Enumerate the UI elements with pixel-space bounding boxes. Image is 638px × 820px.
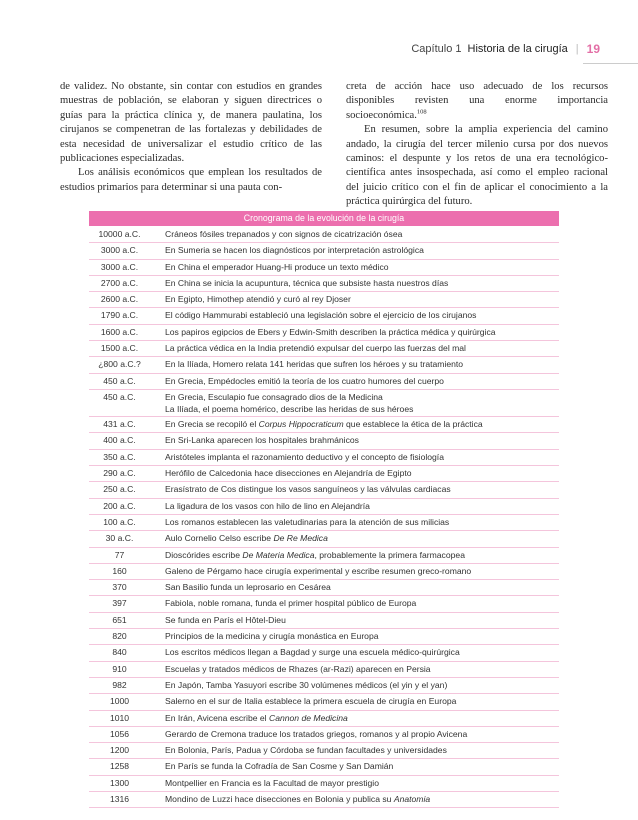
year-cell: 1316	[109, 793, 130, 804]
body-text	[60, 80, 608, 210]
event-text: Escuelas y tratados médicos de Rhazes (ar-Razi) aparecen en Persia	[165, 663, 431, 674]
timeline-table	[89, 211, 559, 808]
table-row	[89, 243, 559, 259]
year-cell: 1200	[109, 745, 130, 756]
year-cell: 10000 a.C.	[98, 229, 141, 239]
table-row	[89, 417, 559, 433]
left-column	[60, 80, 322, 210]
event-cell	[150, 433, 559, 448]
year-cell: 1010	[109, 712, 130, 723]
event-text: Gerardo de Cremona traduce los tratados griegos, romanos y al propio Avicena	[165, 728, 468, 739]
event-cell	[150, 243, 559, 258]
event-cell	[150, 390, 559, 416]
table-row	[89, 694, 559, 710]
year-cell: 450 a.C.	[103, 375, 136, 386]
event-cell	[150, 645, 559, 660]
event-text: Fabiola, noble romana, funda el primer hospital público de Europa	[165, 598, 417, 609]
event-cell	[150, 694, 559, 709]
year-cell: 30 a.C.	[105, 533, 134, 544]
event-text: Dioscórides escribe	[165, 549, 243, 560]
event-cell	[150, 260, 559, 275]
table-row	[89, 613, 559, 629]
event-text: Los romanos establecen las valetudinarias para la atención de sus milicias	[165, 516, 450, 527]
running-header	[411, 42, 600, 56]
event-cell	[150, 613, 559, 628]
event-cell	[150, 629, 559, 644]
event-text: En la Ilíada, Homero relata 141 heridas que sufren los héroes y su tratamiento	[165, 359, 464, 370]
event-text-continued: que establece la ética de la práctica	[343, 419, 483, 430]
table-row	[89, 743, 559, 759]
paragraph-text: creta de acción hace uso adecuado de los recursos disponibles revisten una enorme importancia socioeconómica.	[346, 81, 608, 121]
event-cell	[150, 482, 559, 497]
event-text: San Basilio funda un leprosario en Cesárea	[165, 582, 331, 593]
event-text: Montpellier en Francia es la Facultad de mayor prestigio	[165, 777, 379, 788]
table-row	[89, 433, 559, 449]
event-cell	[150, 759, 559, 774]
event-cell	[150, 776, 559, 791]
event-cell	[150, 499, 559, 514]
event-work-title: Corpus Hippocraticum	[258, 419, 344, 430]
event-text: La ligadura de los vasos con hilo de lino en Alejandría	[165, 500, 370, 511]
paragraph: de validez. No obstante, sin contar con estudios en grandes muestras de población, se elaboran y siguen directrices o guías para la práctica clínica y, de manera paulatina, los cirujanos se compenetran de las fortalezas y debilidades de esta necesidad de universalizar el estudio crítico de las publicaciones especializadas.	[60, 81, 322, 165]
year-cell: 3000 a.C.	[100, 261, 139, 272]
event-text-continued: , probablemente la primera farmacopea	[314, 549, 465, 560]
event-text: Erasístrato de Cos distingue los vasos sanguíneos y las válvulas cardiacas	[165, 484, 451, 495]
event-cell	[150, 417, 559, 432]
event-cell	[150, 450, 559, 465]
table-row	[89, 374, 559, 390]
event-text: Herófilo de Calcedonia hace disecciones en Alejandría de Egipto	[165, 468, 412, 479]
event-work-title: Cannon de Medicina	[268, 712, 348, 723]
reference-number: 108	[416, 108, 427, 116]
event-text: En Irán, Avicena escribe el	[165, 712, 269, 723]
header-rule	[583, 63, 638, 64]
event-text: Los papiros egipcios de Ebers y Edwin-Smith describen la práctica médica y quirúrgica	[165, 326, 496, 337]
event-work-title: De Materia Medica	[242, 549, 315, 560]
table-row	[89, 759, 559, 775]
year-cell: 1790 a.C.	[100, 310, 139, 321]
year-cell: 910	[112, 663, 127, 674]
table-row	[89, 499, 559, 515]
event-work-title: De Re Medica	[273, 533, 328, 544]
year-cell: 431 a.C.	[103, 419, 136, 430]
right-column	[346, 80, 608, 210]
event-cell	[150, 711, 559, 726]
table-row	[89, 596, 559, 612]
year-cell: 982	[112, 679, 127, 690]
event-text: En China el emperador Huang-Hi produce un texto médico	[165, 261, 389, 272]
event-cell	[150, 727, 559, 742]
year-cell: 100 a.C.	[103, 516, 136, 527]
year-cell: ¿800 a.C.?	[98, 359, 141, 370]
event-text: En Japón, Tamba Yasuyori escribe 30 volúmenes médicos (el yin y el yan)	[165, 679, 448, 690]
year-cell: 160	[112, 565, 127, 576]
table-row	[89, 466, 559, 482]
table-row	[89, 711, 559, 727]
year-cell: 400 a.C.	[103, 435, 136, 446]
event-cell	[150, 341, 559, 356]
event-cell	[150, 564, 559, 579]
year-cell: 820	[112, 631, 127, 642]
event-work-title: Anatomia	[393, 793, 431, 804]
table-row	[89, 390, 559, 417]
event-text: Los escritos médicos llegan a Bagdad y surge una escuela médico-quirúrgica	[165, 647, 460, 658]
event-text: En Grecia se recopiló el	[165, 419, 259, 430]
year-cell: 350 a.C.	[103, 451, 136, 462]
year-cell: 2600 a.C.	[100, 294, 139, 305]
paragraph: Los análisis económicos que emplean los resultados de estudios primarios para determinar si una pauta con-	[60, 167, 322, 193]
event-text: Galeno de Pérgamo hace cirugía experimental y escribe resumen greco-romano	[165, 565, 472, 576]
year-cell: 840	[112, 647, 127, 658]
event-text: Salerno en el sur de Italia establece la primera escuela de cirugía en Europa	[165, 696, 457, 707]
year-cell: 397	[112, 598, 127, 609]
table-row	[89, 276, 559, 292]
table-row	[89, 482, 559, 498]
table-row	[89, 564, 559, 580]
table-row	[89, 580, 559, 596]
year-cell: 651	[112, 614, 127, 625]
event-text: Se funda en París el Hôtel-Dieu	[165, 614, 286, 625]
year-cell: 2700 a.C.	[100, 277, 139, 288]
year-cell: 250 a.C.	[103, 484, 136, 495]
event-cell	[150, 580, 559, 595]
event-text: En Grecia, Esculapio fue consagrado dios de la Medicina	[165, 391, 383, 402]
table-row	[89, 260, 559, 276]
event-text: La práctica védica en la India pretendió expulsar del cuerpo las fuerzas del mal	[165, 343, 466, 354]
table-row	[89, 308, 559, 324]
table-row	[89, 531, 559, 547]
table-row	[89, 292, 559, 308]
table-row	[89, 629, 559, 645]
table-row	[89, 662, 559, 678]
event-text: En Bolonia, París, Padua y Córdoba se fundan facultades y universidades	[165, 745, 447, 756]
event-text: En China se inicia la acupuntura, técnica que subsiste hasta nuestros días	[165, 277, 449, 288]
event-text: Mondino de Luzzi hace disecciones en Bolonia y publica su	[165, 793, 394, 804]
event-text: En Grecia, Empédocles emitió la teoría de los cuatro humores del cuerpo	[165, 375, 444, 386]
event-cell	[150, 515, 559, 530]
paragraph: En resumen, sobre la amplia experiencia del camino andado, la cirugía del tercer milenio cursa por dos nuevos caminos: el despunte y los retos de una era tecnológico-científica antes insospechada, así como el empleo racional del juicio crítico con el fin de aplicar el conocimiento a la práctica quirúrgica del futuro.	[346, 124, 608, 208]
event-text: En París se funda la Cofradía de San Cosme y San Damián	[165, 761, 394, 772]
paragraph	[346, 80, 608, 123]
event-text: En Sri-Lanka aparecen los hospitales brahmánicos	[165, 435, 359, 446]
table-row	[89, 357, 559, 373]
table-row	[89, 678, 559, 694]
event-cell	[150, 548, 559, 563]
table-row	[89, 548, 559, 564]
event-cell	[150, 743, 559, 758]
year-cell: 200 a.C.	[103, 500, 136, 511]
page-number: 19	[586, 42, 600, 56]
table-row	[89, 776, 559, 792]
event-cell	[150, 227, 559, 242]
event-cell	[150, 678, 559, 693]
year-cell: 1258	[109, 761, 130, 772]
year-cell: 1300	[109, 777, 130, 788]
table-row	[89, 450, 559, 466]
event-text: Aristóteles implanta el razonamiento deductivo y el concepto de fisiología	[165, 451, 444, 462]
year-cell: 1600 a.C.	[100, 326, 139, 337]
table-row	[89, 341, 559, 357]
year-cell: 77	[114, 549, 125, 560]
section-title: Historia de la cirugía	[467, 43, 568, 55]
event-cell	[150, 374, 559, 389]
event-cell	[150, 292, 559, 307]
table-row	[89, 727, 559, 743]
event-text: Cráneos fósiles trepanados y con signos de cicatrización ósea	[165, 229, 403, 239]
event-cell	[150, 596, 559, 611]
table-row	[89, 645, 559, 661]
table-row	[89, 792, 559, 808]
event-cell	[150, 662, 559, 677]
table-body	[89, 227, 559, 808]
event-text: Principios de la medicina y cirugía monástica en Europa	[165, 631, 379, 642]
event-cell	[150, 466, 559, 481]
event-text: En Egipto, Himothep atendió y curó al rey Djoser	[165, 294, 351, 305]
event-cell	[150, 276, 559, 291]
event-cell	[150, 531, 559, 546]
event-cell	[150, 792, 559, 807]
event-text: En Sumeria se hacen los diagnósticos por interpretación astrológica	[165, 245, 424, 256]
table-title: Cronograma de la evolución de la cirugía	[89, 211, 559, 226]
year-cell: 1500 a.C.	[100, 343, 139, 354]
table-row	[89, 227, 559, 243]
year-cell: 290 a.C.	[103, 468, 136, 479]
year-cell: 3000 a.C.	[100, 245, 139, 256]
event-cell	[150, 308, 559, 323]
year-cell: 450 a.C.	[103, 391, 136, 402]
event-cell	[150, 357, 559, 372]
year-cell: 1000	[109, 696, 130, 707]
table-row	[89, 325, 559, 341]
event-text: El código Hammurabi estableció una legislación sobre el ejercicio de los cirujanos	[165, 310, 477, 321]
event-text: Aulo Cornelio Celso escribe	[165, 533, 274, 544]
year-cell: 1056	[109, 728, 130, 739]
event-cell	[150, 325, 559, 340]
chapter-label: Capítulo 1	[411, 43, 462, 55]
table-row	[89, 515, 559, 531]
event-text-second-line: La Ilíada, el poema homérico, describe las heridas de sus héroes	[165, 403, 414, 414]
header-separator: |	[575, 43, 579, 55]
year-cell: 370	[112, 582, 127, 593]
